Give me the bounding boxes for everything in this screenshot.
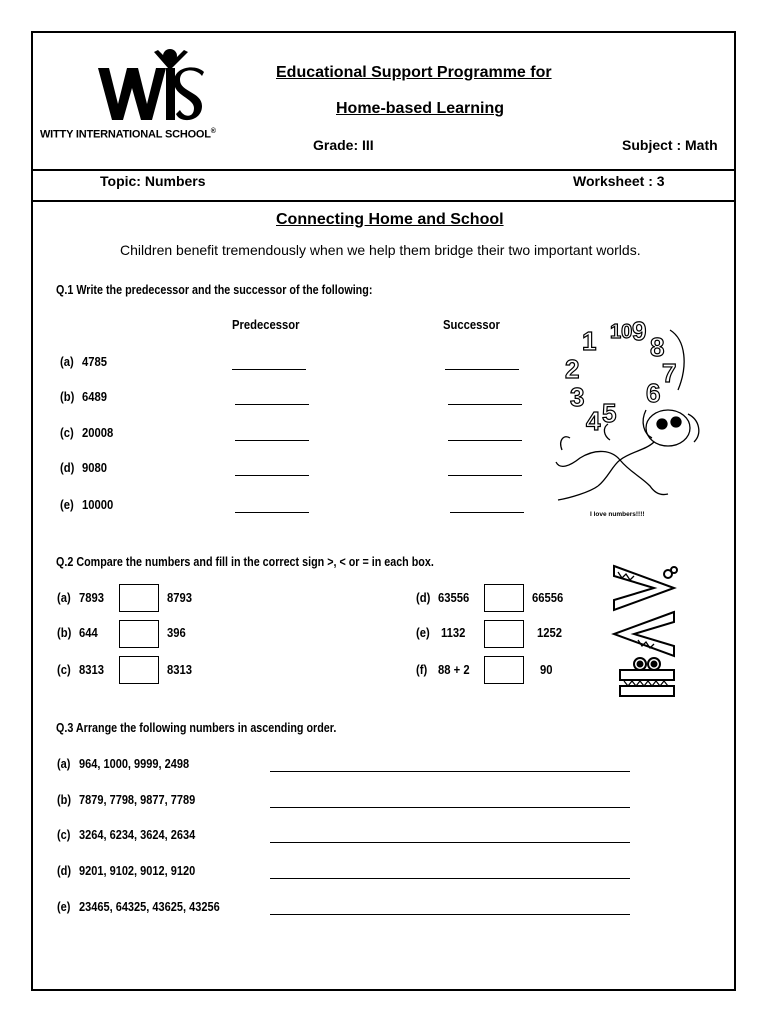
programme-title-line1: Educational Support Programme for [276,64,552,81]
q2-right-number: 90 [540,663,553,677]
header-divider [33,169,734,171]
q2-item-label: (a) [57,591,71,605]
q2-question: Q.2 Compare the numbers and fill in the correct sign >, < or = in each box. [56,555,434,569]
q1-item-value: 6489 [82,390,108,404]
q3-item-numbers: 23465, 64325, 43625, 43256 [79,900,220,914]
q3-item-numbers: 3264, 6234, 3624, 2634 [79,828,196,842]
less-than-sign-icon [614,612,674,656]
equals-sign-icon [620,658,674,696]
q1-item-label: (d) [60,461,75,475]
q3-item-numbers: 7879, 7798, 9877, 7789 [79,793,196,807]
q1-item-value: 4785 [82,355,108,369]
q1-predecessor-blank[interactable] [235,440,309,441]
q2-right-number: 8793 [167,591,193,605]
numbers-dog-illustration [550,310,710,518]
q2-left-number: 88 + 2 [438,663,470,677]
digit-2-icon: 2 [565,354,580,384]
topic-divider [33,200,734,202]
q1-col-successor: Successor [443,318,500,332]
q3-item-label: (d) [57,864,72,878]
q2-left-number: 644 [79,626,98,640]
q2-item-label: (b) [57,626,72,640]
q2-answer-box[interactable] [484,584,524,612]
illustration-caption: I love numbers!!!! [590,511,645,518]
q2-answer-box[interactable] [119,656,159,684]
q1-successor-blank[interactable] [450,512,524,513]
q3-answer-line[interactable] [270,878,630,879]
worksheet-label: Worksheet : 3 [573,173,665,189]
q1-successor-blank[interactable] [448,404,522,405]
q1-item-value: 10000 [82,498,114,512]
programme-title-line2: Home-based Learning [336,100,505,117]
q2-left-number: 7893 [79,591,105,605]
q2-answer-box[interactable] [119,584,159,612]
q2-right-number: 396 [167,626,186,640]
q2-right-number: 1252 [537,626,563,640]
q1-predecessor-blank[interactable] [235,404,309,405]
q2-item-label: (c) [57,663,71,677]
q1-predecessor-blank[interactable] [232,369,306,370]
q2-left-number: 8313 [79,663,105,677]
q2-item-label: (e) [416,626,430,640]
q2-left-number: 1132 [441,626,466,640]
q2-item-label: (d) [416,591,431,605]
q1-predecessor-blank[interactable] [235,475,309,476]
digit-10-icon: 10 [610,321,633,343]
intro-subtitle: Children benefit tremendously when we help them bridge their two important worlds. [120,242,641,258]
q1-successor-blank[interactable] [445,369,519,370]
q3-item-numbers: 964, 1000, 9999, 2498 [79,757,190,771]
grade-label: Grade: III [313,137,374,153]
q1-item-value: 9080 [82,461,108,475]
q3-item-numbers: 9201, 9102, 9012, 9120 [79,864,196,878]
q1-item-label: (b) [60,390,75,404]
q3-answer-line[interactable] [270,807,630,808]
q1-successor-blank[interactable] [448,475,522,476]
q2-right-number: 66556 [532,591,564,605]
q2-answer-box[interactable] [484,656,524,684]
q2-left-number: 63556 [438,591,470,605]
q1-item-label: (a) [60,355,74,369]
q3-item-label: (c) [57,828,71,842]
q3-question: Q.3 Arrange the following numbers in ascending order. [56,721,337,735]
greater-than-sign-icon [614,566,677,610]
digit-4-icon: 4 [586,406,601,436]
q1-item-label: (e) [60,498,74,512]
topic-label: Topic: Numbers [100,173,206,189]
q2-answer-box[interactable] [119,620,159,648]
q1-item-value: 20008 [82,426,114,440]
q3-answer-line[interactable] [270,842,630,843]
intro-title: Connecting Home and School [276,211,504,228]
q1-predecessor-blank[interactable] [235,512,309,513]
q3-item-label: (a) [57,757,71,771]
q2-right-number: 8313 [167,663,193,677]
q1-question: Q.1 Write the predecessor and the successor of the following: [56,283,373,297]
q2-item-label: (f) [416,663,428,677]
q1-successor-blank[interactable] [448,440,522,441]
digit-3-icon: 3 [570,382,585,412]
q2-answer-box[interactable] [484,620,524,648]
subject-label: Subject : Math [622,137,718,153]
comparison-signs-illustration [604,560,684,700]
q3-answer-line[interactable] [270,771,630,772]
q1-col-predecessor: Predecessor [232,318,300,332]
digit-1-icon: 1 [582,326,597,356]
digit-8-icon: 8 [650,332,665,362]
q3-answer-line[interactable] [270,914,630,915]
digit-5-icon: 5 [602,398,617,428]
logo-mark [96,46,206,126]
digit-6-icon: 6 [646,378,661,408]
school-name: WITTY INTERNATIONAL SCHOOL® [40,128,216,141]
q1-item-label: (c) [60,426,74,440]
q3-item-label: (e) [57,900,71,914]
digit-7-icon: 7 [662,358,677,388]
digit-9-icon: 9 [632,316,647,346]
q3-item-label: (b) [57,793,72,807]
